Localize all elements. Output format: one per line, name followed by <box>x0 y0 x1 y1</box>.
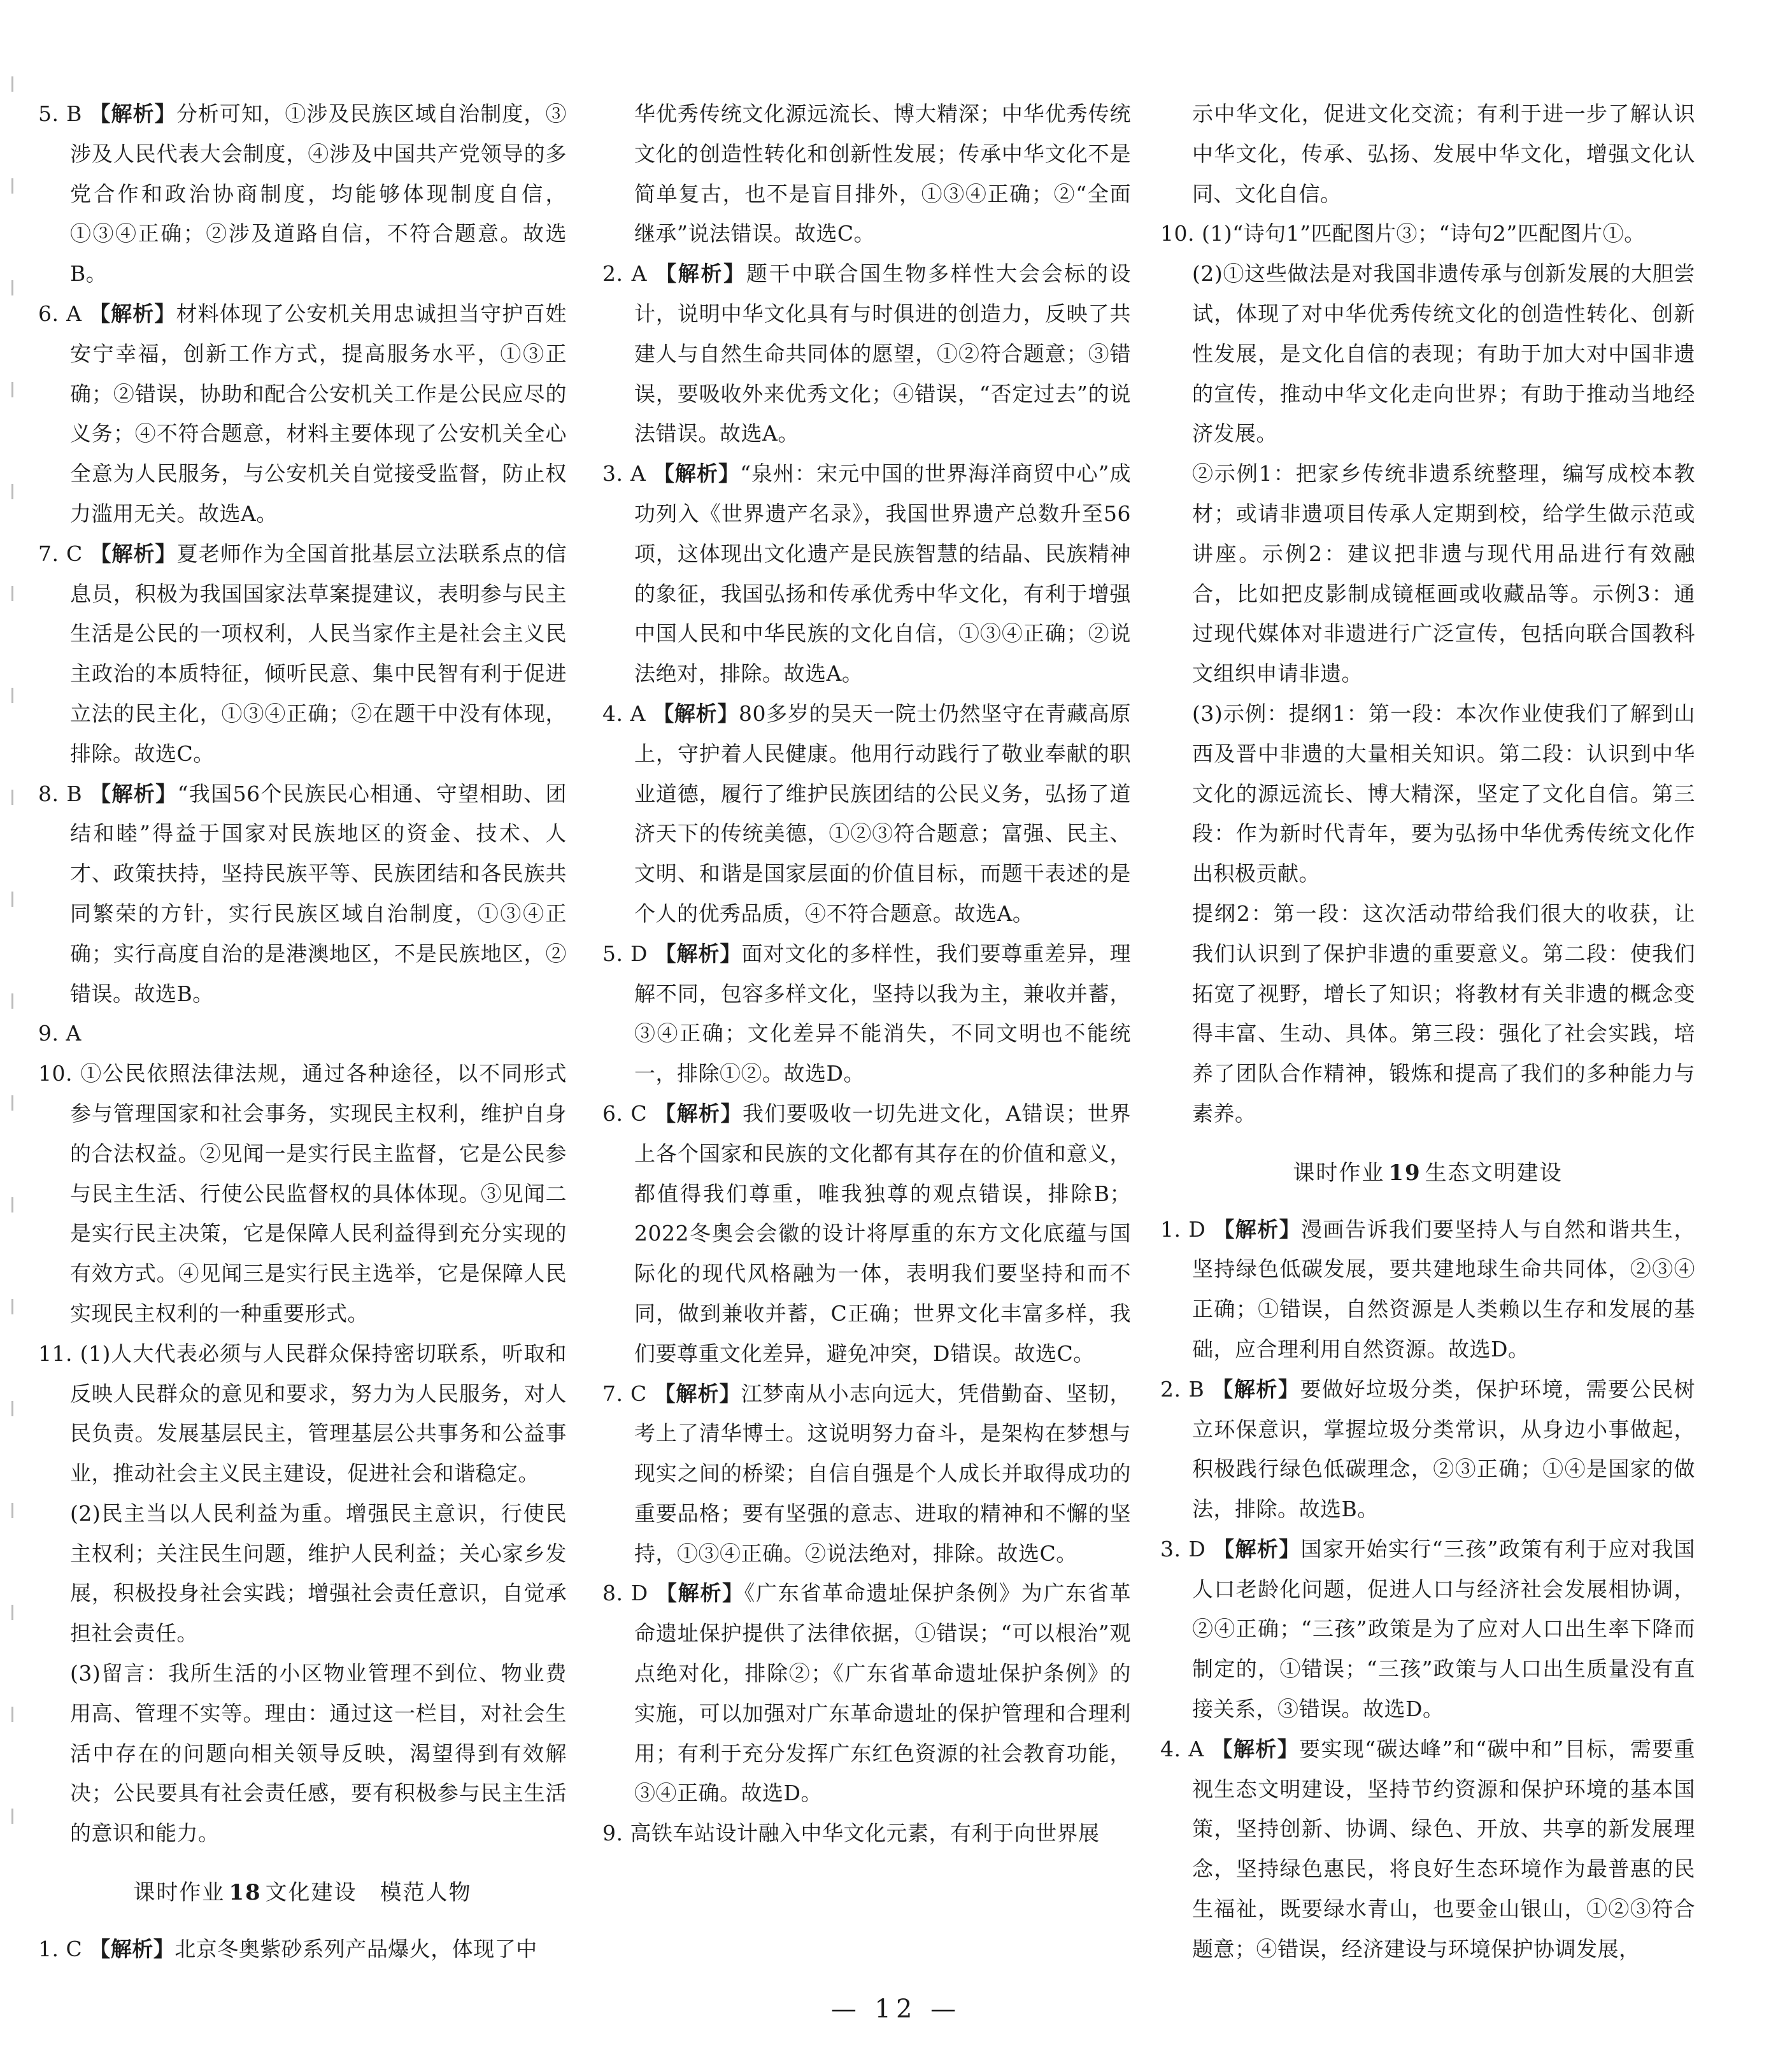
answer-item <box>602 1574 1131 1814</box>
page-binding-edge <box>11 76 13 1898</box>
analysis-tag: 【解析】 <box>655 1581 744 1606</box>
analysis-tag: 【解析】 <box>1211 1736 1300 1761</box>
answer-item <box>38 94 567 294</box>
answer-number: 8. D <box>602 1581 656 1606</box>
answer-item <box>38 294 567 534</box>
answer-number: 5. D <box>602 941 655 966</box>
answer-item <box>38 1054 567 1334</box>
answer-number: 2. B <box>1160 1376 1212 1402</box>
answer-text: 80多岁的吴天一院士仍然坚守在青藏高原上，守护着人民健康。他用行动践行了敬业奉献的职业道德，履行了维护民族团结的公民义务，弘扬了道济天下的传统美德，①②③符合题意；富强、民主、文明、和谐是国家层面的价值目标，而题干表述的是个人的优秀品质，④不符合题意。故选A。 <box>634 700 1132 926</box>
column-middle <box>602 94 1131 1854</box>
answer-number: 6. C <box>602 1100 655 1126</box>
answer-number: 6. A <box>38 301 90 326</box>
answer-text: 漫画告诉我们要坚持人与自然和谐共生，坚持绿色低碳发展，要共建地球生命共同体，②③④正确；①错误，自然资源是人类赖以生存和发展的基础，应合理利用自然资源。故选D。 <box>1192 1216 1695 1362</box>
answer-item <box>38 1334 567 1494</box>
analysis-tag: 【解析】 <box>655 261 746 287</box>
answer-number: 4. A <box>1160 1736 1212 1761</box>
answer-text: 夏老师作为全国首批基层立法联系点的信息员，积极为我国国家法草案提建议，表明参与民主生活是公民的一项权利，人民当家作主是社会主义民主政治的本质特征，倾听民意、集中民智有利于促进立法的民主化，①③④正确；②在题干中没有体现，排除。故选C。 <box>70 541 567 766</box>
answer-number: 1. D <box>1160 1216 1214 1242</box>
answer-number: 3. A <box>602 461 653 487</box>
answer-item <box>38 1014 567 1054</box>
section-heading-prefix: 课时作业 <box>133 1880 225 1906</box>
answer-text: 题干中联合国生物多样性大会会标的设计，说明中华文化具有与时俱进的创造力，反映了共建人与自然生命共同体的愿望，①②符合题意；③错误，要吸收外来优秀文化；④错误，“否定过去”的说法错误。故选A。 <box>634 261 1132 446</box>
answer-text: (1)人大代表必须与人民群众保持密切联系，听取和反映人民群众的意见和要求，努力为人民服务，对人民负责。发展基层民主，管理基层公共事务和公益事业，推动社会主义民主建设，促进社会和谐稳定。 <box>70 1340 567 1486</box>
answer-subpart: (3)留言：我所生活的小区物业管理不到位、物业费用高、管理不实等。理由：通过这一栏目，对社会生活中存在的问题向相关领导反映，渴望得到有效解决；公民要具有社会责任感，要有积极参与民主生活的意识和能力。 <box>70 1661 567 1846</box>
answer-text: 我们要吸收一切先进文化，A错误；世界上各个国家和民族的文化都有其存在的价值和意义，都值得我们尊重，唯我独尊的观点错误，排除B；2022冬奥会会徽的设计将厚重的东方文化底蕴与国际化的现代风格融为一体，表明我们要坚持和而不同，做到兼收并蓄，C正确；世界文化丰富多样，我们要尊重文化差异，避免冲突，D错误。故选C。 <box>634 1100 1131 1366</box>
answer-text: 高铁车站设计融入中华文化元素，有利于向世界展 <box>630 1821 1100 1846</box>
answer-text: 要做好垃圾分类，保护环境，需要公民树立环保意识，掌握垃圾分类常识，从身边小事做起，积极践行绿色低碳理念，②③正确；①④是国家的做法，排除。故选B。 <box>1192 1376 1696 1522</box>
answer-subpart: 提纲2：第一段：这次活动带给我们很大的收获，让我们认识到了保护非遗的重要意义。第二段：使我们拓宽了视野，增长了知识；将教材有关非遗的概念变得丰富、生动、具体。第三段：强化了社会实践，培养了团队合作精神，锻炼和提高了我们的多种能力与素养。 <box>1192 900 1695 1126</box>
analysis-tag: 【解析】 <box>653 700 739 726</box>
section-heading-number: 18 <box>229 1880 262 1906</box>
answer-text: “我国56个民族民心相通、守望相助、团结和睦”得益于国家对民族地区的资金、技术、人才、政策扶持，坚持民族平等、民族团结和各民族共同繁荣的方针，实行民族区域自治制度，①③④正确；实行高度自治的是港澳地区，不是民族地区，②错误。故选B。 <box>70 781 567 1006</box>
answer-item <box>602 1374 1131 1574</box>
answer-number: 9. <box>602 1821 630 1846</box>
answer-item <box>1160 214 1695 254</box>
column-right <box>1160 94 1695 1970</box>
answer-continuation: 示中华文化，促进文化交流；有利于进一步了解认识中华文化，传承、弘扬、发展中华文化，增强文化认同、文化自信。 <box>1192 101 1695 206</box>
section-heading-title: 文化建设 模范人物 <box>265 1880 472 1906</box>
analysis-tag: 【解析】 <box>655 941 742 966</box>
section-heading <box>38 1873 567 1913</box>
answer-number: 8. B <box>38 781 90 806</box>
answer-subpart: (2)①这些做法是对我国非遗传承与创新发展的大胆尝试，体现了对中华优秀传统文化的创造性转化、创新性发展，是文化自信的表现；有助于加大对中国非遗的宣传，推动中华文化走向世界；有助于推动当地经济发展。 <box>1192 261 1695 446</box>
analysis-tag: 【解析】 <box>655 1100 743 1126</box>
answer-text: 分析可知，①涉及民族区域自治制度，③涉及人民代表大会制度，④涉及中国共产党领导的多党合作和政治协商制度，均能够体现制度自信，①③④正确；②涉及道路自信，不符合题意。故选B。 <box>70 101 567 287</box>
answer-subpart: ②示例1：把家乡传统非遗系统整理，编写成校本教材；或请非遗项目传承人定期到校，给学生做示范或讲座。示例2：建议把非遗与现代用品进行有效融合，比如把皮影制成镜框画或收藏品等。示例3：通过现代媒体对非遗进行广泛宣传，包括向联合国教科文组织申请非遗。 <box>1192 461 1695 686</box>
answer-text: 国家开始实行“三孩”政策有利于应对我国人口老龄化问题，促进人口与经济社会发展相协调，②④正确；“三孩”政策是为了应对人口出生率下降而制定的，①错误；“三孩”政策与人口出生质量没有直接关系，③错误。故选D。 <box>1192 1536 1695 1722</box>
answer-subpart: (2)民主当以人民利益为重。增强民主意识，行使民主权利；关注民生问题，维护人民利益；关心家乡发展，积极投身社会实践；增强社会责任意识，自觉承担社会责任。 <box>70 1500 567 1646</box>
section-heading <box>1160 1153 1695 1193</box>
analysis-tag: 【解析】 <box>1212 1376 1300 1402</box>
answer-number: 1. C <box>38 1936 90 1961</box>
analysis-tag: 【解析】 <box>89 1936 175 1961</box>
answer-number: 7. C <box>602 1381 655 1406</box>
answer-item <box>1160 1730 1695 1970</box>
analysis-tag: 【解析】 <box>1213 1536 1301 1561</box>
answer-number: 5. B <box>38 101 90 126</box>
page-number: — 12 — <box>830 1994 962 2024</box>
answer-text: 江梦南从小志向远大，凭借勤奋、坚韧，考上了清华博士。这说明努力奋斗，是架构在梦想与现实之间的桥梁；自信自强是个人成长并取得成功的重要品格；要有坚强的意志、进取的精神和不懈的坚持，①③④正确。②说法绝对，排除。故选C。 <box>634 1381 1132 1566</box>
answer-number: 10. <box>1160 221 1202 246</box>
column-left <box>38 94 567 1970</box>
answer-number: 4. A <box>602 700 653 726</box>
answer-continuation: 华优秀传统文化源远流长、博大精深；中华优秀传统文化的创造性转化和创新性发展；传承中华文化不是简单复古，也不是盲目排外，①③④正确；②“全面继承”说法错误。故选C。 <box>634 101 1131 246</box>
answer-item <box>602 1094 1131 1374</box>
analysis-tag: 【解析】 <box>90 781 178 806</box>
answer-item <box>602 254 1131 454</box>
answer-item <box>602 454 1131 694</box>
answer-number: 9. A <box>38 1021 82 1046</box>
answer-number: 3. D <box>1160 1536 1214 1561</box>
answer-number: 2. A <box>602 261 656 287</box>
answer-item <box>602 694 1131 934</box>
answer-number: 7. C <box>38 541 90 566</box>
answer-text: “泉州：宋元中国的世界海洋商贸中心”成功列入《世界遗产名录》，我国世界遗产总数升至56项，这体现出文化遗产是民族智慧的结晶、民族精神的象征，我国弘扬和传承优秀中华文化，有利于增强中国人民和中华民族的文化自信，①③④正确；②说法绝对，排除。故选A。 <box>634 461 1132 686</box>
answer-item <box>602 934 1131 1094</box>
answer-item <box>1160 1370 1695 1530</box>
answer-item <box>38 1930 567 1970</box>
answer-number: 10. <box>38 1061 81 1086</box>
section-heading-number: 19 <box>1388 1160 1421 1186</box>
answer-subpart: (3)示例：提纲1：第一段：本次作业使我们了解到山西及晋中非遗的大量相关知识。第二段：认识到中华文化的源远流长、博大精深，坚定了文化自信。第三段：作为新时代青年，要为弘扬中华优秀传统文化作出积极贡献。 <box>1192 700 1695 886</box>
analysis-tag: 【解析】 <box>90 541 177 566</box>
answer-item <box>1160 1530 1695 1730</box>
analysis-tag: 【解析】 <box>654 1381 741 1406</box>
section-heading-title: 生态文明建设 <box>1425 1160 1563 1186</box>
answer-item <box>38 534 567 774</box>
answer-text: 材料体现了公安机关用忠诚担当守护百姓安宁幸福，创新工作方式，提高服务水平，①③正确；②错误，协助和配合公安机关工作是公民应尽的义务；④不符合题意，材料主要体现了公安机关全心全意为人民服务，与公安机关自觉接受监督，防止权力滥用无关。故选A。 <box>70 301 567 526</box>
analysis-tag: 【解析】 <box>1213 1216 1302 1242</box>
analysis-tag: 【解析】 <box>653 461 741 487</box>
answer-text: 要实现“碳达峰”和“碳中和”目标，需要重视生态文明建设，坚持节约资源和保护环境的基本国策，坚持创新、协调、绿色、开放、共享的新发展理念，坚持绿色惠民，将良好生态环境作为最普惠的民生福祉，既要绿水青山，也要金山银山，①②③符合题意；④错误，经济建设与环境保护协调发展， <box>1192 1736 1696 1961</box>
answer-item <box>602 1814 1131 1854</box>
answer-item <box>1160 1210 1695 1370</box>
analysis-tag: 【解析】 <box>89 301 176 326</box>
answer-number: 11. <box>38 1340 80 1366</box>
answer-text: (1)“诗句1”匹配图片③；“诗句2”匹配图片①。 <box>1201 221 1646 246</box>
answer-text: 面对文化的多样性，我们要尊重差异，理解不同，包容多样文化，坚持以我为主，兼收并蓄，③④正确；文化差异不能消失，不同文明也不能统一，排除①②。故选D。 <box>634 941 1131 1086</box>
section-heading-prefix: 课时作业 <box>1293 1160 1385 1186</box>
answer-item <box>38 774 567 1014</box>
answer-text: ①公民依照法律法规，通过各种途径，以不同形式参与管理国家和社会事务，实现民主权利，维护自身的合法权益。②见闻一是实行民主监督，它是公民参与民主生活、行使公民监督权的具体体现。③见闻二是实行民主决策，它是保障人民利益得到充分实现的有效方式。④见闻三是实行民主选举，它是保障人民实现民主权利的一种重要形式。 <box>70 1061 567 1326</box>
answer-text: 《广东省革命遗址保护条例》为广东省革命遗址保护提供了法律依据，①错误；“可以根治”观点绝对化，排除②；《广东省革命遗址保护条例》的实施，可以加强对广东革命遗址的保护管理和合理利用；有利于充分发挥广东红色资源的社会教育功能，③④正确。故选D。 <box>634 1581 1132 1806</box>
answer-text: 北京冬奥紫砂系列产品爆火，体现了中 <box>174 1936 537 1961</box>
analysis-tag: 【解析】 <box>89 101 176 126</box>
